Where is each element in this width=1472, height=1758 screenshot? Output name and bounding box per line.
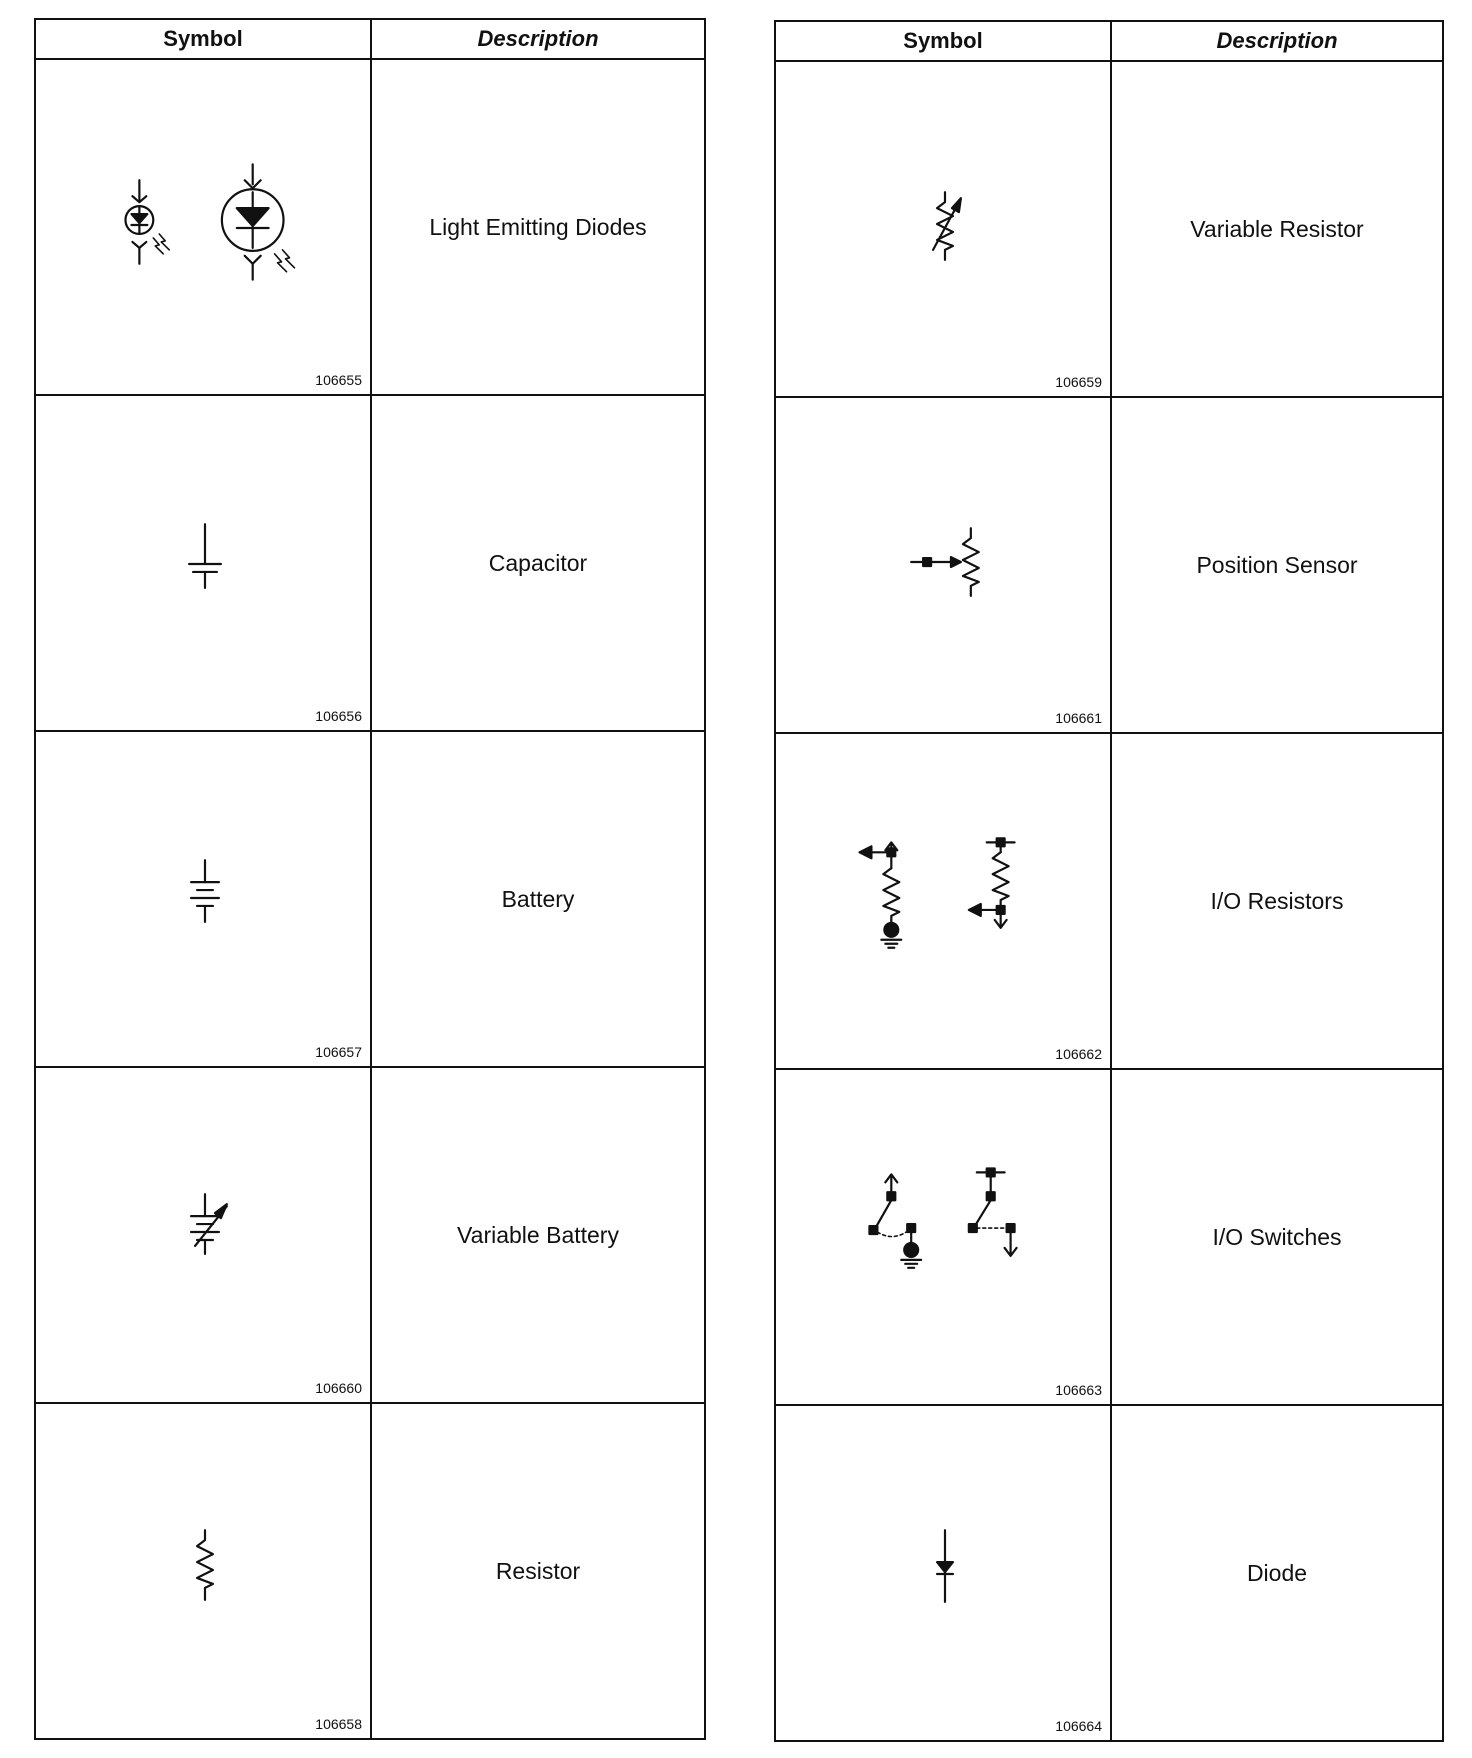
symbol-cell bbox=[35, 395, 371, 731]
table-row bbox=[35, 395, 705, 731]
symbol-cell bbox=[775, 1069, 1111, 1405]
symbol-cell bbox=[35, 731, 371, 1067]
symbol-table-right bbox=[774, 20, 1444, 1742]
description-cell: Position Sensor bbox=[1111, 397, 1443, 733]
resistor-icon bbox=[36, 1404, 370, 1738]
capacitor-icon bbox=[36, 396, 370, 730]
figure-number: 106660 bbox=[315, 1380, 362, 1396]
battery-icon bbox=[36, 732, 370, 1066]
description-header: Description bbox=[1111, 21, 1443, 61]
figure-number: 106659 bbox=[1055, 374, 1102, 390]
description-cell: Variable Battery bbox=[371, 1067, 705, 1403]
description-cell: Diode bbox=[1111, 1405, 1443, 1741]
symbol-table-left bbox=[34, 18, 706, 1740]
symbol-header: Symbol bbox=[775, 21, 1111, 61]
table-row bbox=[775, 733, 1443, 1069]
figure-number: 106663 bbox=[1055, 1382, 1102, 1398]
symbol-cell bbox=[35, 59, 371, 395]
table-row bbox=[775, 397, 1443, 733]
description-cell: I/O Switches bbox=[1111, 1069, 1443, 1405]
description-cell: Variable Resistor bbox=[1111, 61, 1443, 397]
symbol-cell bbox=[35, 1403, 371, 1739]
figure-number: 106656 bbox=[315, 708, 362, 724]
figure-number: 106657 bbox=[315, 1044, 362, 1060]
description-header: Description bbox=[371, 19, 705, 59]
table-row bbox=[35, 731, 705, 1067]
symbol-cell bbox=[775, 1405, 1111, 1741]
description-cell: I/O Resistors bbox=[1111, 733, 1443, 1069]
position-sensor-icon bbox=[776, 398, 1110, 732]
table-row bbox=[775, 1405, 1443, 1741]
figure-number: 106661 bbox=[1055, 710, 1102, 726]
description-cell: Resistor bbox=[371, 1403, 705, 1739]
symbol-cell bbox=[775, 61, 1111, 397]
symbol-cell bbox=[775, 733, 1111, 1069]
description-cell: Battery bbox=[371, 731, 705, 1067]
io-switches-icon bbox=[776, 1070, 1110, 1404]
table-row bbox=[775, 61, 1443, 397]
io-resistors-icon bbox=[776, 734, 1110, 1068]
symbol-cell bbox=[775, 397, 1111, 733]
symbol-cell bbox=[35, 1067, 371, 1403]
figure-number: 106662 bbox=[1055, 1046, 1102, 1062]
table-row bbox=[775, 1069, 1443, 1405]
diode-icon bbox=[776, 1406, 1110, 1740]
light-emitting-diodes-icon bbox=[36, 60, 370, 394]
symbol-header: Symbol bbox=[35, 19, 371, 59]
table-row bbox=[35, 1403, 705, 1739]
figure-number: 106655 bbox=[315, 372, 362, 388]
variable-resistor-icon bbox=[776, 62, 1110, 396]
variable-battery-icon bbox=[36, 1068, 370, 1402]
figure-number: 106664 bbox=[1055, 1718, 1102, 1734]
table-row bbox=[35, 1067, 705, 1403]
description-cell: Capacitor bbox=[371, 395, 705, 731]
figure-number: 106658 bbox=[315, 1716, 362, 1732]
description-cell: Light Emitting Diodes bbox=[371, 59, 705, 395]
table-row bbox=[35, 59, 705, 395]
